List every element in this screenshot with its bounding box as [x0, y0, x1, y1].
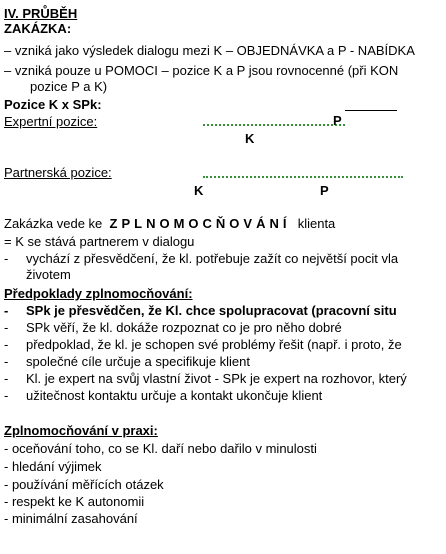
expert-k-marker: K — [245, 131, 255, 146]
practice-item: - hledání výjimek — [4, 459, 102, 474]
bullet-item-continuation: pozice P a K) — [30, 79, 108, 94]
expert-p-marker: P — [333, 113, 342, 128]
commission-bullet-dash: - — [4, 251, 9, 266]
precondition-item: SPk je přesvědčen, že Kl. chce spolupracovat (pracovní situ — [26, 303, 397, 318]
list-dash: - — [4, 371, 9, 386]
list-dash: - — [4, 354, 9, 369]
section-subtitle: ZAKÁZKA: — [4, 21, 72, 36]
practice-item: - minimální zasahování — [4, 511, 138, 526]
partner-p-marker: P — [320, 183, 329, 198]
list-dash: - — [4, 303, 9, 318]
expert-position-label: Expertní pozice: — [4, 114, 98, 129]
practice-item: - používání měřících otázek — [4, 477, 164, 492]
list-dash: - — [4, 337, 9, 352]
precondition-item: Kl. je expert na svůj vlastní život - SPk je expert na rozhovor, který — [26, 371, 407, 386]
precondition-item: předpoklad, že kl. je schopen své problémy řešit (např. i proto, že — [26, 337, 402, 352]
precondition-item: společné cíle určuje a specifikuje klient — [26, 354, 251, 369]
practice-item: - respekt ke K autonomii — [4, 494, 145, 509]
practice-heading: Zplnomocňování v praxi: — [4, 423, 158, 438]
partner-position-label: Partnerská pozice: — [4, 165, 112, 180]
partner-k-marker: K — [194, 183, 204, 198]
list-dash: - — [4, 320, 9, 335]
commission-bullet-continuation: životem — [26, 267, 71, 282]
commission-line-2: = K se stává partnerem v dialogu — [4, 234, 195, 249]
partner-line — [203, 176, 403, 178]
commission-line: Zakázka vede ke ZPLNOMOCŇOVÁNÍ klienta — [4, 216, 336, 231]
divider — [345, 110, 397, 111]
list-dash: - — [4, 388, 9, 403]
bullet-item: – vzniká pouze u POMOCI – pozice K a P jsou rovnocenné (při KON — [4, 63, 399, 78]
section-title: IV. PRŮBĚH — [4, 6, 78, 21]
preconditions-heading: Předpoklady zplnomocňování: — [4, 286, 193, 301]
positions-heading: Pozice K x SPk: — [4, 97, 102, 112]
bullet-item: – vzniká jako výsledek dialogu mezi K – OBJEDNÁVKA a P - NABÍDKA — [4, 43, 415, 58]
expert-line — [203, 124, 345, 126]
precondition-item: SPk věří, že kl. dokáže rozpoznat co je pro něho dobré — [26, 320, 342, 335]
precondition-item: užitečnost kontaktu určuje a kontakt ukončuje klient — [26, 388, 323, 403]
commission-bullet: vychází z přesvědčení, že kl. potřebuje zažít co největší pocit vla — [26, 251, 399, 266]
practice-item: - oceňování toho, co se Kl. daří nebo dařilo v minulosti — [4, 441, 317, 456]
